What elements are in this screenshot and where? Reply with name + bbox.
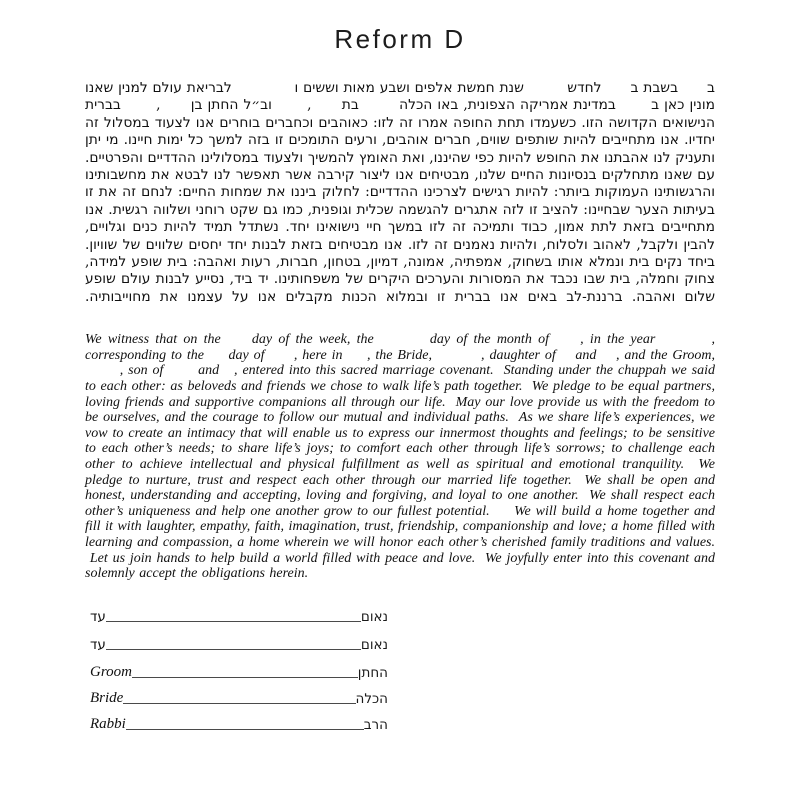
signature-row-bride <box>90 688 388 707</box>
page-title: Reform D <box>334 24 466 54</box>
groom-left-label: Groom <box>90 663 132 680</box>
bride-signature-line <box>123 703 355 704</box>
groom-right-label: החתן <box>357 664 388 681</box>
signature-row-witness-2 <box>90 634 388 653</box>
witness-1-left-label: עד <box>90 608 106 625</box>
witness-2-right-label: נאום <box>360 636 388 653</box>
signature-row-witness-1 <box>90 606 388 625</box>
signature-row-rabbi <box>90 714 388 733</box>
english-ketubah-text: We witness that on the day of the week, the day of the month of , in the year , corresponding to the day of , here in , the Bride, , daughter of and , and the Groom, , son of and , entered into this sacred marriage covenant. Standing under the chuppah we said to each other: as beloveds and friends we chose to walk life’s path together. We pledge to be equal partners, loving friends and supportive companions all through our life. May our love provide us with the freedom to be ourselves, and the courage to follow our mutual and individual paths. As we share life’s experiences, we vow to create an intimacy that will enable us to express our innermost thoughts and feelings; to be sensitive to each other’s needs; to share life’s joys; to comfort each other through life’s sorrows; to challenge each other to achieve intellectual and physical fulfillment as well as spiritual and emotional tranquility. We pledge to nurture, trust and respect each other through our married life together. We shall be open and honest, understanding and accepting, loving and forgiving, and loyal to one another. We shall respect each other’s uniqueness and help one another grow to our fullest potential. We will build a home together and fill it with laughter, empathy, faith, imagination, trust, friendship, companionship and love; a home filled with learning and compassion, a home wherein we will honor each other’s cherished family traditions and values. Let us join hands to help build a world filled with peace and love. We joyfully enter into this covenant and solemnly accept the obligations herein. <box>85 332 715 582</box>
signature-row-groom <box>90 662 388 681</box>
bride-left-label: Bride <box>90 689 124 706</box>
witness-1-signature-line <box>106 621 361 622</box>
rabbi-signature-line <box>126 729 364 730</box>
witness-1-right-label: נאום <box>360 608 388 625</box>
witness-2-left-label: עד <box>90 636 106 653</box>
witness-2-signature-line <box>106 649 361 650</box>
bride-right-label: הכלה <box>355 690 388 707</box>
rabbi-right-label: הרב <box>363 716 388 733</box>
signature-block <box>90 606 388 733</box>
rabbi-left-label: Rabbi <box>90 715 126 732</box>
groom-signature-line <box>132 677 358 678</box>
hebrew-ketubah-text: ב בשבת ב לחדש שנת חמשת אלפים ושבע מאות וששים ו לבריאת עולם למנין שאנו מונין כאן ב במדינת אמריקה הצפונית, באו הכלה בת , וב״ל החתן בן , בברית הנישואים הקדושה הזו. כשעמדו תחת החופה אמרו זה לזו: כאוהבים וכחברים בוחרים אנו לצעוד במסלול זה יחדיו. אנו מתחייבים להיות שותפים שווים, חברים אוהבים, ורעים התומכים זו בזה למשך כל ימות חיינו. מי יתן ותעניק לנו אהבתנו את החופש להיות כפי שהיננו, ואת האומץ להמשיך ולצעוד במסלולינו ההדדיים והפרטיים. עם שאנו מתחלקים בנסיונות החיים שלנו, מבטיחים אנו ליצור קירבה אשר תאפשר לנו לבטא את מחשבותינו והרגשותינו העמוקות ביותר: להיות רגישים לצרכינו ההדדיים: לחלוק ביננו את שמחות החיים: לנחם זה את זו בעיתות הצער שבחיינו: להציב זו לזה אתגרים להגשמה שכלית וגופנית, כמו גם שקט רוחני ושלווה רגשית. אנו מתחייבים בזאת לתת אמון, כבוד ותמיכה זה לזו במשך חיי נישואינו יחד. נשתדל תמיד להיות כנים וגלויים, להבין ולקבל, לאהוב ולסלוח, ולהיות נאמנים זה לזו. אנו מבטיחים בזאת לבנות יחד יחסים שלווים של שוויון. ביחד נקים בית ונמלא אותו בשחוק, אמפתיה, אמונה, דמיון, בטחון, חברות, רעות ואהבה: בית שופע למידה, צחוק וחמלה, בית שבו נכבד את המסורות והערכים היקרים של משפחותינו. יד ביד, נסייע לבנות עולם שופע שלום ואהבה. ברננת-לב באים אנו בברית זו ובמלוא הכנות מקבלים אנו על עצמנו את מחוייבותיה. <box>85 80 715 305</box>
